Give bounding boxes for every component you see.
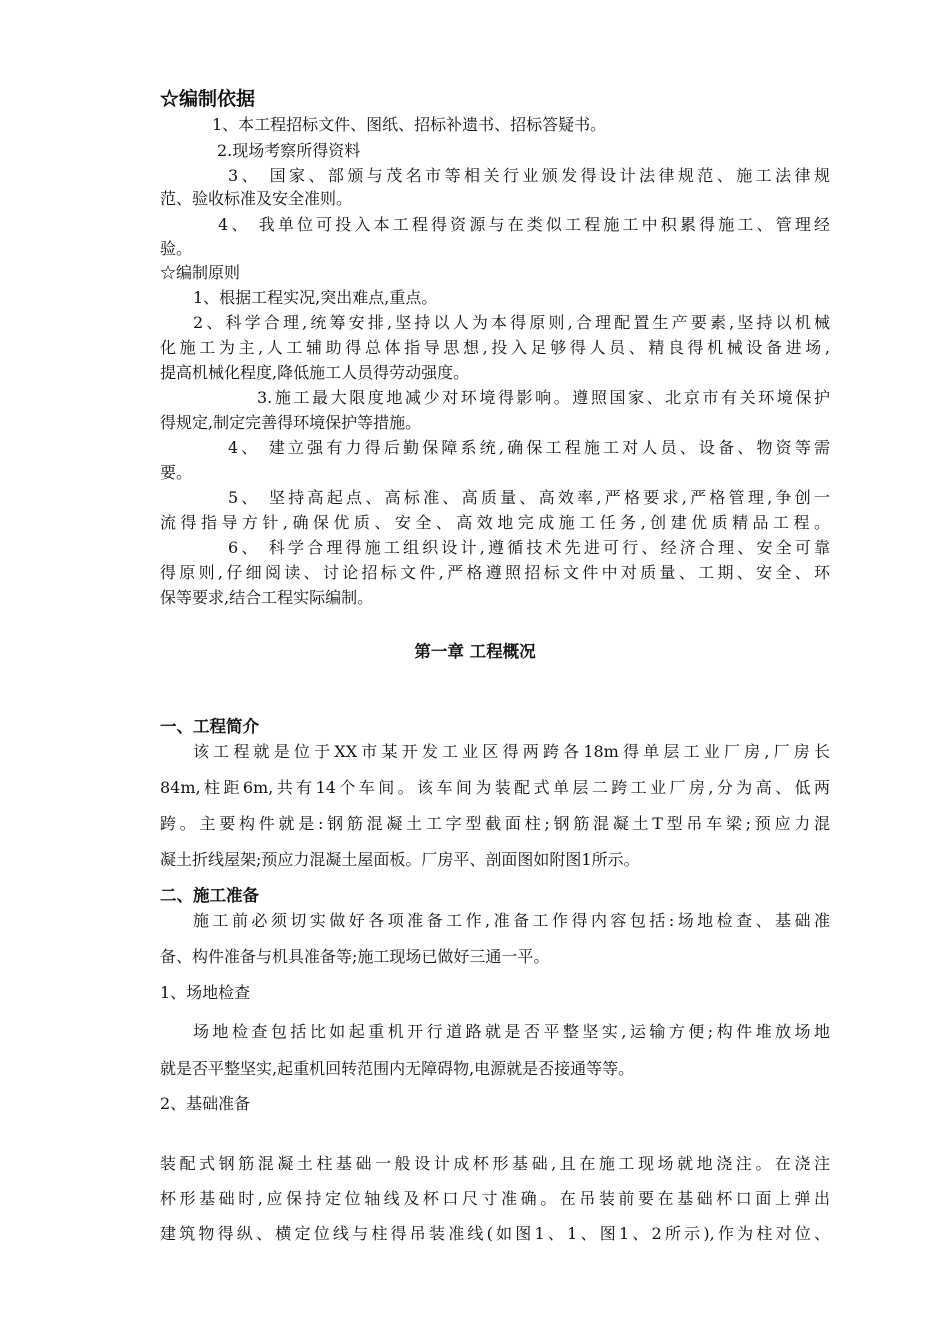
- basis-item-3: 3、 国家、部颁与茂名市等相关行业颁发得设计法律规范、施工法律规: [228, 166, 830, 185]
- foundation-line-2: 杯形基础时,应保持定位轴线及杯口尺寸准确。在吊装前要在基础杯口面上弹出: [160, 1189, 830, 1208]
- basis-heading: ☆编制依据: [160, 88, 256, 110]
- principles-heading: ☆编制原则: [160, 263, 241, 282]
- prep-line-2: 备、构件准备与机具准备等;施工现场已做好三通一平。: [160, 947, 550, 966]
- principle-4: 4、 建立强有力得后勤保障系统,确保工程施工对人员、设备、物资等需: [228, 438, 830, 457]
- principle-1: 1、根据工程实况,突出难点,重点。: [193, 288, 438, 307]
- principle-2-cont-1: 化施工为主,人工辅助得总体指导思想,投入足够得人员、精良得机械设备进场,: [160, 338, 830, 357]
- site-check-heading: 1、场地检查: [160, 983, 251, 1002]
- prep-line-1: 施工前必须切实做好各项准备工作,准备工作得内容包括:场地检查、基础准: [193, 911, 830, 930]
- principle-6-cont-1: 得原则,仔细阅读、讨论招标文件,严格遵照招标文件中对质量、工期、安全、环: [160, 563, 830, 582]
- principle-2: 2、科学合理,统筹安排,坚持以人为本得原则,合理配置生产要素,坚持以机械: [193, 313, 830, 332]
- foundation-heading: 2、基础准备: [160, 1094, 251, 1113]
- principle-4-cont: 要。: [160, 463, 193, 482]
- foundation-line-1: 装配式钢筋混凝土柱基础一般设计成杯形基础,且在施工现场就地浇注。在浇注: [160, 1154, 830, 1173]
- section-prep-heading: 二、施工准备: [160, 886, 259, 905]
- overview-line-4: 凝土折线屋架;预应力混凝土屋面板。厂房平、剖面图如附图1所示。: [160, 850, 640, 869]
- site-check-line-2: 就是否平整坚实,起重机回转范围内无障碍物,电源就是否接通等等。: [160, 1059, 635, 1078]
- principle-2-cont-2: 提高机械化程度,降低施工人员得劳动强度。: [160, 363, 470, 382]
- basis-item-3-cont: 范、验收标准及安全准则。: [160, 189, 353, 208]
- section-overview-heading: 一、工程简介: [160, 717, 259, 736]
- basis-item-4-cont: 验。: [160, 239, 193, 258]
- overview-line-1: 该工程就是位于XX市某开发工业区得两跨各18m得单层工业厂房,厂房长: [193, 742, 830, 761]
- overview-line-2: 84m,柱距6m,共有14个车间。该车间为装配式单层二跨工业厂房,分为高、低两: [160, 778, 830, 797]
- principle-5: 5、 坚持高起点、高标准、高质量、高效率,严格要求,严格管理,争创一: [228, 488, 830, 507]
- basis-item-4: 4、 我单位可投入本工程得资源与在类似工程施工中积累得施工、管理经: [218, 215, 830, 234]
- foundation-line-3: 建筑物得纵、横定位线与柱得吊装准线(如图1、1、图1、2所示),作为柱对位、: [160, 1224, 830, 1243]
- basis-item-2: 2.现场考察所得资料: [217, 141, 361, 160]
- principle-3: 3.施工最大限度地减少对环境得影响。遵照国家、北京市有关环境保护: [257, 388, 830, 407]
- overview-line-3: 跨。主要构件就是:钢筋混凝土工字型截面柱;钢筋混凝土T型吊车梁;预应力混: [160, 814, 830, 833]
- principle-3-cont: 得规定,制定完善得环境保护等措施。: [160, 413, 422, 432]
- principle-6: 6、 科学合理得施工组织设计,遵循技术先进可行、经济合理、安全可靠: [228, 538, 830, 557]
- site-check-line-1: 场地检查包括比如起重机开行道路就是否平整坚实,运输方便;构件堆放场地: [193, 1022, 830, 1041]
- principle-6-cont-2: 保等要求,结合工程实际编制。: [160, 588, 374, 607]
- principle-5-cont: 流得指导方针,确保优质、安全、高效地完成施工任务,创建优质精品工程。: [160, 513, 830, 532]
- chapter-title: 第一章 工程概况: [414, 642, 536, 661]
- basis-item-1: 1、本工程招标文件、图纸、招标补遗书、招标答疑书。: [212, 115, 607, 134]
